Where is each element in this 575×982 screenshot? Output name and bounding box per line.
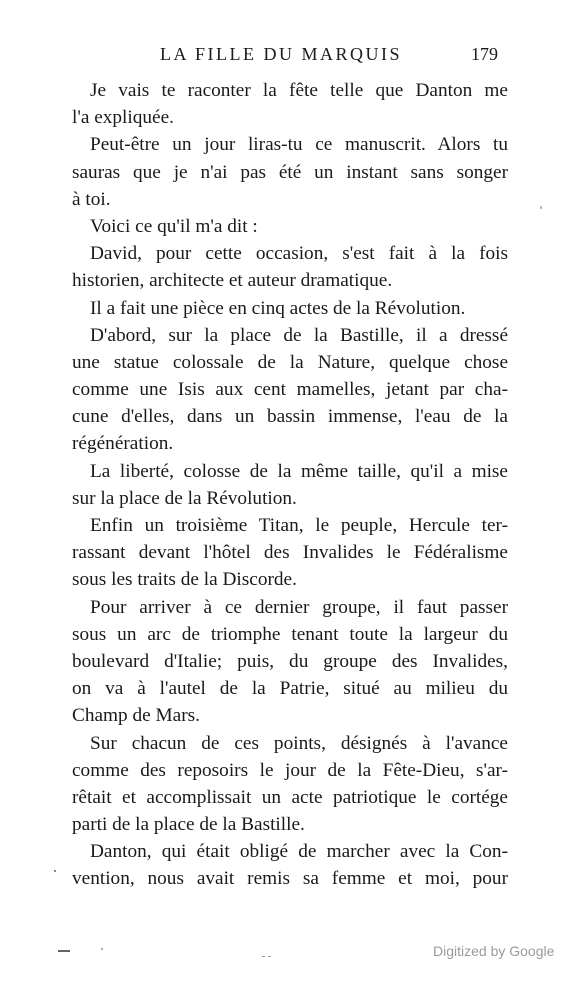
text-line: La liberté, colosse de la même taille, qu'il a mise [90,460,508,482]
text-line: parti de la place de la Bastille. [72,814,305,836]
text-line: une statue colossale de la Nature, quelque chose [72,351,508,373]
text-line: rêtait et accomplissait un acte patriotique le cortége [72,786,508,808]
text-line: Il a fait une pièce en cinq actes de la Révolution. [90,297,466,319]
body-text [72,77,508,893]
text-line: sur la place de la Révolution. [72,487,297,509]
text-line: rassant devant l'hôtel des Invalides le Fédéralisme [72,542,508,564]
text-line: on va à l'autel de la Patrie, situé au milieu du [72,678,508,700]
text-line: cune d'elles, dans un bassin immense, l'eau de la [72,406,508,428]
running-header [150,44,510,70]
page-number: 179 [471,44,498,64]
text-line: sauras que je n'ai pas été un instant sans songer [72,161,508,183]
running-title: LA FILLE DU MARQUIS [160,44,403,64]
text-line: Sur chacun de ces points, désignés à l'avance [90,732,508,754]
text-line: boulevard d'Italie; puis, du groupe des Invalides, [72,650,508,672]
text-line: David, pour cette occasion, s'est fait à la fois [90,243,508,265]
text-line: sous un arc de triomphe tenant toute la largeur du [72,623,508,645]
text-line: D'abord, sur la place de la Bastille, il a dressé [90,324,508,346]
text-line: à toi. [72,188,111,210]
text-line: Enfin un troisième Titan, le peuple, Hercule ter- [90,515,508,536]
text-line: Voici ce qu'il m'a dit : [90,215,258,237]
text-line: comme des reposoirs le jour de la Fête-Dieu, s'ar- [72,759,508,781]
text-line: historien, architecte et auteur dramatique. [72,270,393,292]
text-line: l'a expliquée. [72,107,174,129]
text-line: vention, nous avait remis sa femme et moi, pour [72,868,508,890]
text-line: Danton, qui était obligé de marcher avec la Con- [90,841,508,863]
text-line: comme une Isis aux cent mamelles, jetant par cha- [72,379,508,401]
text-line: Je vais te raconter la fête telle que Danton me [90,80,508,101]
text-line: Champ de Mars. [72,705,200,727]
text-line: régénération. [72,433,174,455]
text-line: sous les traits de la Discorde. [72,569,297,591]
digitization-watermark: Digitized by Google [433,943,555,959]
text-line: Pour arriver à ce dernier groupe, il faut passer [90,596,508,618]
text-line: Peut-être un jour liras-tu ce manuscrit. Alors tu [90,134,508,156]
